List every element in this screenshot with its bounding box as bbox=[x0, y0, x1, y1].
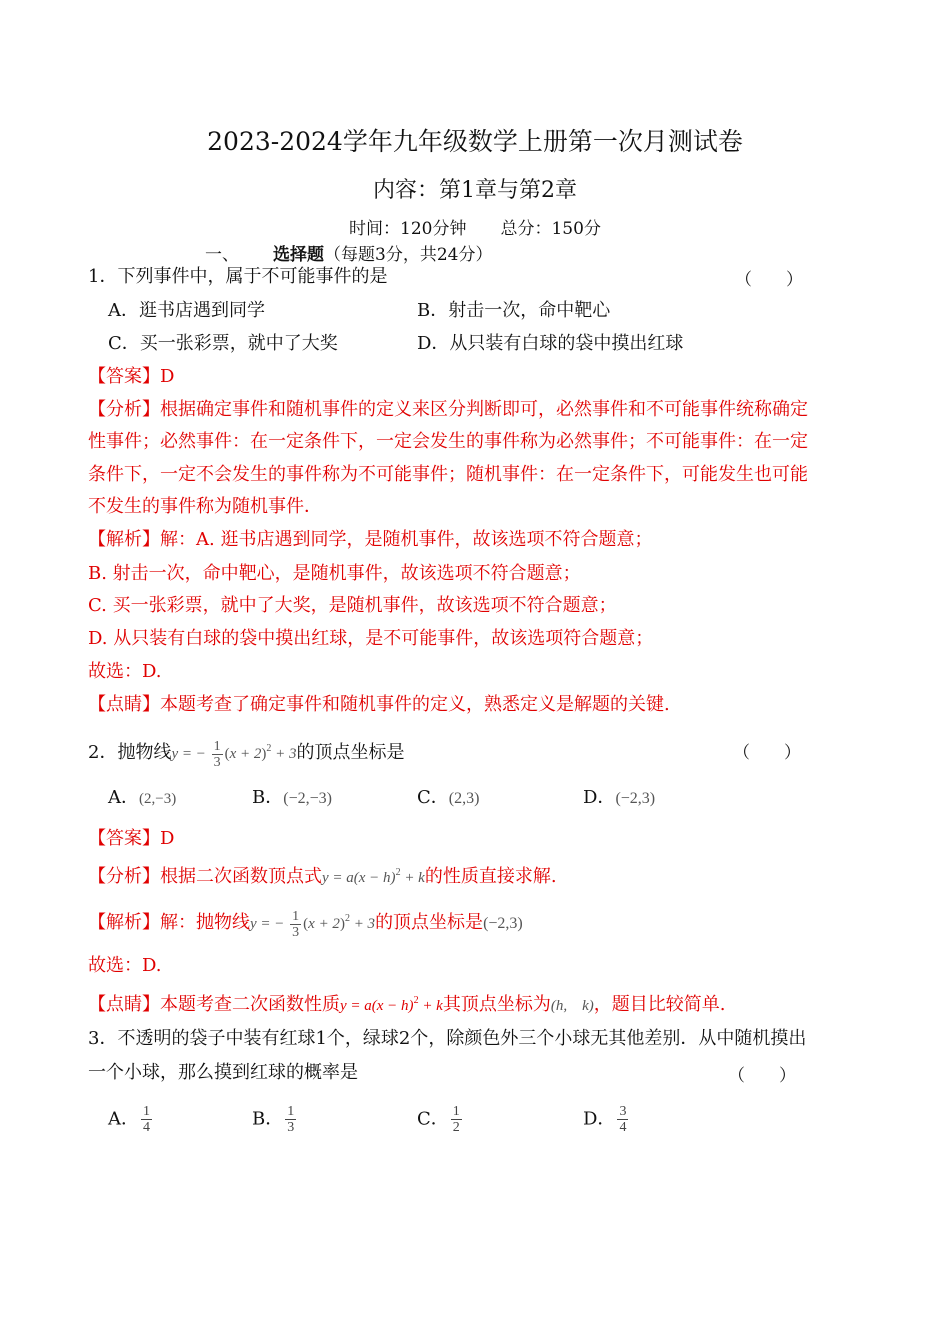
q2-choose: 故选：D. bbox=[88, 955, 162, 976]
page-title: 2023-2024学年九年级数学上册第一次月测试卷 bbox=[207, 127, 743, 156]
q2-vertex-form-formula: $y = a(x - h)^2 + k$ bbox=[322, 867, 425, 886]
q2-option-b-value: (−2,−3) bbox=[283, 790, 332, 807]
q2-option-a bbox=[108, 785, 176, 812]
q3-option-d-denominator: 4 bbox=[619, 1120, 627, 1135]
q3-option-d-fraction bbox=[617, 1104, 628, 1135]
q1-solution-line3: C. 买一张彩票，就中了大奖，是随机事件，故该选项不符合题意； bbox=[88, 595, 617, 616]
q3-option-b-label: B． bbox=[252, 1108, 284, 1130]
q2-answer: 【答案】D bbox=[88, 828, 175, 849]
q3-answer-blank: （ ） bbox=[728, 1066, 796, 1086]
q3-option-d-label: D． bbox=[583, 1108, 616, 1130]
q3-option-c bbox=[417, 1104, 464, 1135]
q2-comment-value: (h, k) bbox=[550, 998, 594, 1014]
section-number: 一、 bbox=[205, 245, 239, 265]
q1-option-b: B．射击一次，命中靶心 bbox=[417, 300, 611, 321]
q3-option-d bbox=[583, 1104, 630, 1135]
q2-analysis-suffix: 的性质直接求解. bbox=[424, 866, 557, 887]
q1-option-d: D．从只装有白球的袋中摸出红球 bbox=[417, 333, 684, 354]
q1-option-c: C．买一张彩票，就中了大奖 bbox=[108, 333, 338, 354]
exam-meta: 时间：120分钟 总分：150分 bbox=[349, 219, 601, 239]
q2-stem-prefix: 2．抛物线 bbox=[88, 742, 172, 763]
q2-solution bbox=[88, 906, 523, 940]
q2-option-a-label: A． bbox=[108, 787, 139, 808]
q2-solution-formula: y = − $\frac{1}{3}$ $(x + 2)^2 + 3$ bbox=[250, 909, 376, 941]
q2-analysis-prefix: 【分析】根据二次函数顶点式 bbox=[88, 866, 322, 887]
q2-solution-value: (−2,3) bbox=[483, 915, 523, 932]
q1-analysis-line2: 性事件；必然事件：在一定条件下，一定会发生的事件称为必然事件；不可能事件：在一定 bbox=[88, 431, 808, 452]
q1-solution-line4: D. 从只装有白球的袋中摸出红球，是不可能事件，故该选项符合题意； bbox=[88, 628, 654, 649]
q1-choose: 故选：D. bbox=[88, 661, 162, 682]
q2-stem bbox=[88, 736, 405, 770]
page-subtitle: 内容：第1章与第2章 bbox=[373, 178, 577, 203]
q2-option-d-value: (−2,3) bbox=[615, 790, 656, 807]
q2-solution-prefix: 【解析】解：抛物线 bbox=[88, 912, 250, 933]
section-title: 选择题 bbox=[273, 245, 324, 265]
q3-option-a-label: A． bbox=[108, 1108, 139, 1130]
q3-option-b-denominator: 3 bbox=[287, 1120, 295, 1135]
q2-analysis bbox=[88, 860, 557, 891]
q2-option-d-label: D． bbox=[583, 787, 616, 808]
q2-option-c-value: (2,3) bbox=[448, 790, 480, 807]
q1-answer: 【答案】D bbox=[88, 366, 175, 387]
q1-analysis-line4: 不发生的事件称为随机事件． bbox=[88, 496, 322, 517]
q2-option-c-label: C． bbox=[417, 787, 449, 808]
q1-stem: 1．下列事件中，属于不可能事件的是 bbox=[88, 266, 388, 287]
q3-option-a-denominator: 4 bbox=[143, 1120, 150, 1135]
section-note: （每题3分，共24分） bbox=[324, 245, 493, 265]
q3-option-c-denominator: 2 bbox=[452, 1120, 460, 1135]
q3-option-b-numerator: 1 bbox=[287, 1104, 295, 1119]
q3-option-c-numerator: 1 bbox=[452, 1104, 460, 1119]
q2-option-b bbox=[252, 785, 332, 812]
q2-comment-middle: 其顶点坐标为 bbox=[442, 994, 551, 1015]
q2-option-b-label: B． bbox=[252, 787, 284, 808]
q2-comment-suffix: ，题目比较简单. bbox=[593, 994, 726, 1015]
q3-stem-line2: 一个小球，那么摸到红球的概率是 bbox=[88, 1062, 358, 1083]
q2-comment-formula: $y = a(x - h)^2 + k$ bbox=[340, 995, 443, 1014]
q3-option-a-numerator: 1 bbox=[143, 1104, 150, 1119]
q1-comment: 【点睛】本题考查了确定事件和随机事件的定义，熟悉定义是解题的关键. bbox=[88, 694, 670, 715]
q2-option-d bbox=[583, 785, 655, 812]
q2-option-a-value: (2,−3) bbox=[139, 791, 177, 807]
q3-option-a bbox=[108, 1104, 154, 1135]
q2-parabola-formula: y = − $\frac{1}{3}$ $(x + 2)^2 + 3$ bbox=[171, 739, 297, 771]
q3-option-c-fraction bbox=[451, 1104, 462, 1135]
q2-comment bbox=[88, 988, 725, 1019]
q2-answer-blank: （ ） bbox=[733, 743, 801, 763]
q2-stem-suffix: 的顶点坐标是 bbox=[296, 742, 405, 763]
q3-option-a-fraction bbox=[141, 1104, 152, 1135]
q3-option-c-label: C． bbox=[417, 1108, 449, 1130]
q1-analysis-line3: 条件下，一定不会发生的事件称为不可能事件；随机事件：在一定条件下，可能发生也可能 bbox=[88, 464, 808, 485]
q1-analysis-line1: 【分析】根据确定事件和随机事件的定义来区分判断即可，必然事件和不可能事件统称确定 bbox=[88, 399, 808, 420]
q1-option-a: A．逛书店遇到同学 bbox=[108, 300, 265, 321]
q1-solution-line2: B. 射击一次，命中靶心，是随机事件，故该选项不符合题意； bbox=[88, 563, 581, 584]
q2-comment-prefix: 【点睛】本题考查二次函数性质 bbox=[88, 994, 340, 1015]
q3-option-b-fraction bbox=[285, 1104, 296, 1135]
q1-answer-blank: （ ） bbox=[735, 270, 803, 290]
q1-solution-line1: 【解析】解：A. 逛书店遇到同学，是随机事件，故该选项不符合题意； bbox=[88, 529, 653, 550]
q2-option-c bbox=[417, 785, 479, 812]
q3-option-b bbox=[252, 1104, 298, 1135]
q2-solution-middle: 的顶点坐标是 bbox=[375, 912, 484, 933]
q3-stem-line1: 3．不透明的袋子中装有红球1个，绿球2个，除颜色外三个小球无其他差别．从中随机摸出 bbox=[88, 1028, 807, 1049]
q3-option-d-numerator: 3 bbox=[619, 1104, 627, 1119]
